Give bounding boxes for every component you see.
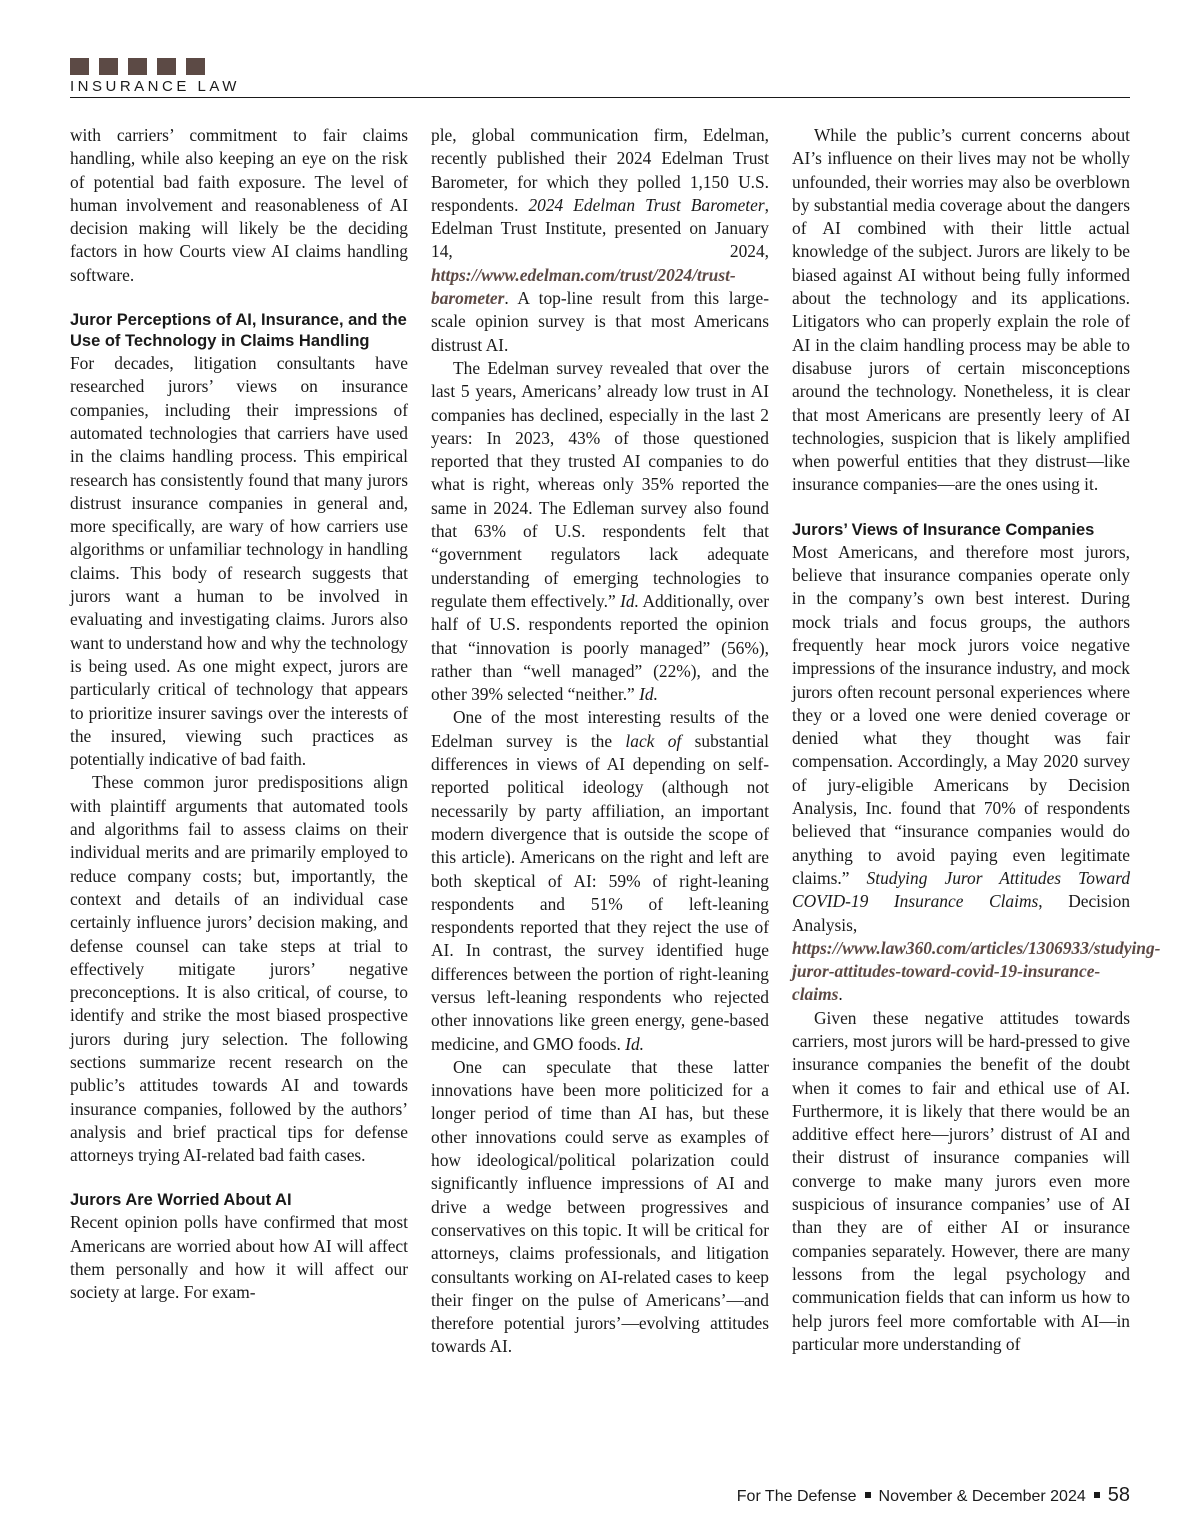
marker-square: [186, 58, 205, 75]
paragraph: Given these negative attitudes towards carriers, most jurors will be hard-pressed to give insurance companies the benefit of the doubt when it comes to fair and ethical use of AI. Furthermore, it is likely that there would be an additive effect here—jurors’ distrust of AI and their distrust of insurance companies will converge to make many jurors even more suspicious of insurance companies’ use of AI than they are of either AI or insurance companies separately. However, there are many lessons from the legal psychology and communication fields that can inform us how to help jurors feel more comfortable with AI—in particular more understanding of: [792, 1007, 1130, 1354]
issue-date: November & December 2024: [878, 1488, 1086, 1505]
text-run: . A top-line result from this large-scale opinion survey is that most Americans distrust AI.: [431, 288, 769, 355]
paragraph: [792, 541, 1161, 1007]
column-1: [70, 124, 408, 1305]
paragraph: with carriers’ commitment to fair claims handling, while also keeping an eye on the risk of potential bad faith exposure. The level of human involvement and reasonableness of AI decision making will likely be the deciding factors in how Courts view AI claims handling software.: [70, 125, 408, 285]
citation-id: Id.: [625, 1033, 645, 1054]
paragraph: [431, 357, 769, 706]
text-run: One of the most interesting results of the Edelman survey is the: [431, 707, 769, 751]
paragraph: [431, 706, 769, 1055]
marker-square: [157, 58, 176, 75]
marker-square: [70, 58, 89, 75]
separator-dot: [1094, 1492, 1100, 1498]
text-run: The Edelman survey revealed that over the last 5 years, Americans’ already low trust in AI companies has declined, especially in the last 2 years: In 2023, 43% of those questioned reported that they trusted AI companies to do what is right, whereas only 35% reported the same in 2024. The Edleman survey also found that 63% of U.S. respondents felt that “government regulators lack adequate understanding of emerging technologies to regulate them effectively.”: [431, 357, 769, 611]
citation-id: Id.: [620, 590, 639, 611]
citation-title: 2024 Edelman Trust Barometer: [528, 194, 765, 215]
page-footer: [737, 1484, 1130, 1507]
paragraph: While the public’s current concerns about AI’s influence on their lives may not be wholly unfounded, their worries may also be overblown by substantial media coverage about the dangers of AI combined with their little actual knowledge of the subject. Jurors are likely to be biased against AI without being fully informed about the technology and its applications. Litigators who can properly explain the role of AI in the claim handling process may be able to disabuse jurors of certain misconceptions around the technology. Nonetheless, it is clear that most Americans are presently leery of AI technologies, suspicion that is likely amplified when powerful entities that they distrust—like insurance companies—are the ones using it.: [792, 125, 1130, 495]
paragraph: These common juror predispositions align with plaintiff arguments that automated tools and algorithms fail to assess claims on their individual merits and are primarily employed to reduce company costs; but, importantly, the context and details of an individual case certainly influence jurors’ decision making, and defense counsel can take steps at trial to effectively mitigate jurors’ negative preconceptions. It is also critical, of course, to identify and strike the most biased prospective jurors during jury selection. The following sections summarize recent research on the public’s attitudes towards AI and towards insurance companies, followed by the authors’ analysis and brief practical tips for defense attorneys trying AI-related bad faith cases.: [70, 772, 408, 1166]
paragraph: Recent opinion polls have confirmed that most Americans are worried about how AI will affect them personally and how it will affect our society at large. For exam-: [70, 1212, 408, 1303]
text-run: ple, global communication firm, Edelman, recently published their 2024 Edelman Trust Barometer, for which they polled 1,150 U.S. respondents.: [431, 125, 769, 215]
edelman-link[interactable]: https://www.edelman.com/trust/2024/trust-barometer: [431, 264, 736, 309]
marker-square: [99, 58, 118, 75]
section-heading: Juror Perceptions of AI, Insurance, and the Use of Technology in Claims Handling: [70, 311, 407, 351]
citation-title: Studying Juror Attitudes Toward COVID-19 Insurance Claims: [792, 867, 1131, 912]
section-heading: Jurors Are Worried About AI: [70, 1191, 292, 1210]
marker-square: [128, 58, 147, 75]
journal-name: For The Defense: [736, 1488, 857, 1505]
section-heading: Jurors’ Views of Insurance Companies: [792, 520, 1095, 539]
law360-link[interactable]: https://www.law360.com/articles/1306933/studying-juror-attitudes-toward-covid-19-insurance-claims: [792, 937, 1161, 1005]
text-run: Additionally, over half of U.S. respondents reported the opinion that “innovation is poorly managed” (56%), rather than “well managed” (22%), and the other 39% selected “neither.”: [431, 590, 769, 705]
paragraph: For decades, litigation consultants have researched jurors’ views on insurance companies, including their impressions of automated technologies that carriers have used in the claims handling process. This empirical research has consistently found that many jurors distrust insurance companies in general and, more specifically, are wary of how carriers use algorithms or unfamiliar technology in handling claims. This body of research suggests that jurors want a human to be involved in evaluating and investigating claims. Jurors also want to understand how and why the technology is being used. As one might expect, jurors are particularly critical of technology that appears to prioritize insurer savings over the interests of the insured, viewing such practices as potentially indicative of bad faith.: [70, 353, 408, 770]
column-3: [792, 124, 1161, 1356]
paragraph: [431, 124, 769, 357]
page-number: 58: [1107, 1484, 1130, 1506]
column-2: [431, 124, 769, 1359]
citation-id: Id.: [639, 684, 658, 705]
text-run: substantial differences in views of AI depending on self-reported political ideology (although not necessarily by party affiliation, an important modern divergence that is outside the scope of this article). Americans on the right and left are both skeptical of AI: 59% of right-leaning respondents and 51% of left-leaning respondents reported that they reject the use of AI. In contrast, the survey identified huge differences between the portion of right-leaning versus left-leaning respondents who rejected other innovations like green energy, gene-based medicine, and GMO foods.: [431, 730, 769, 1054]
text-run: , Decision Analysis,: [792, 891, 1131, 935]
running-header: [70, 58, 1130, 98]
header-rule: [70, 97, 1130, 98]
text-run: , Edelman Trust Institute, presented on January 14, 2024,: [431, 194, 769, 262]
section-marker-squares: [70, 58, 1130, 75]
separator-dot: [865, 1492, 871, 1498]
text-run: .: [838, 984, 843, 1005]
text-run: Most Americans, and therefore most jurors, believe that insurance companies operate only in the company’s own best interest. During mock trials and focus groups, the authors frequently hear mock jurors voice negative impressions of the insurance industry, and mock jurors often recount personal experiences where they or a loved one were denied coverage or denied what they thought was fair compensation. Accordingly, a May 2020 survey of jury-eligible Americans by Decision Analysis, Inc. found that 70% of respondents believed that “insurance companies would do anything to avoid paying even legitimate claims.”: [792, 541, 1130, 888]
paragraph: One can speculate that these latter innovations have been more politicized for a longer period of time than AI has, but these other innovations could serve as examples of how ideological/political polarization could significantly influence impressions of AI and drive a wedge between progressives and conservatives on this topic. It will be critical for attorneys, claims professionals, and litigation consultants working on AI-related cases to keep their finger on the pulse of Americans’—and therefore potential jurors’—evolving attitudes towards AI.: [431, 1056, 769, 1357]
section-label: INSURANCE LAW: [70, 78, 240, 95]
emphasis: lack of: [625, 730, 682, 751]
